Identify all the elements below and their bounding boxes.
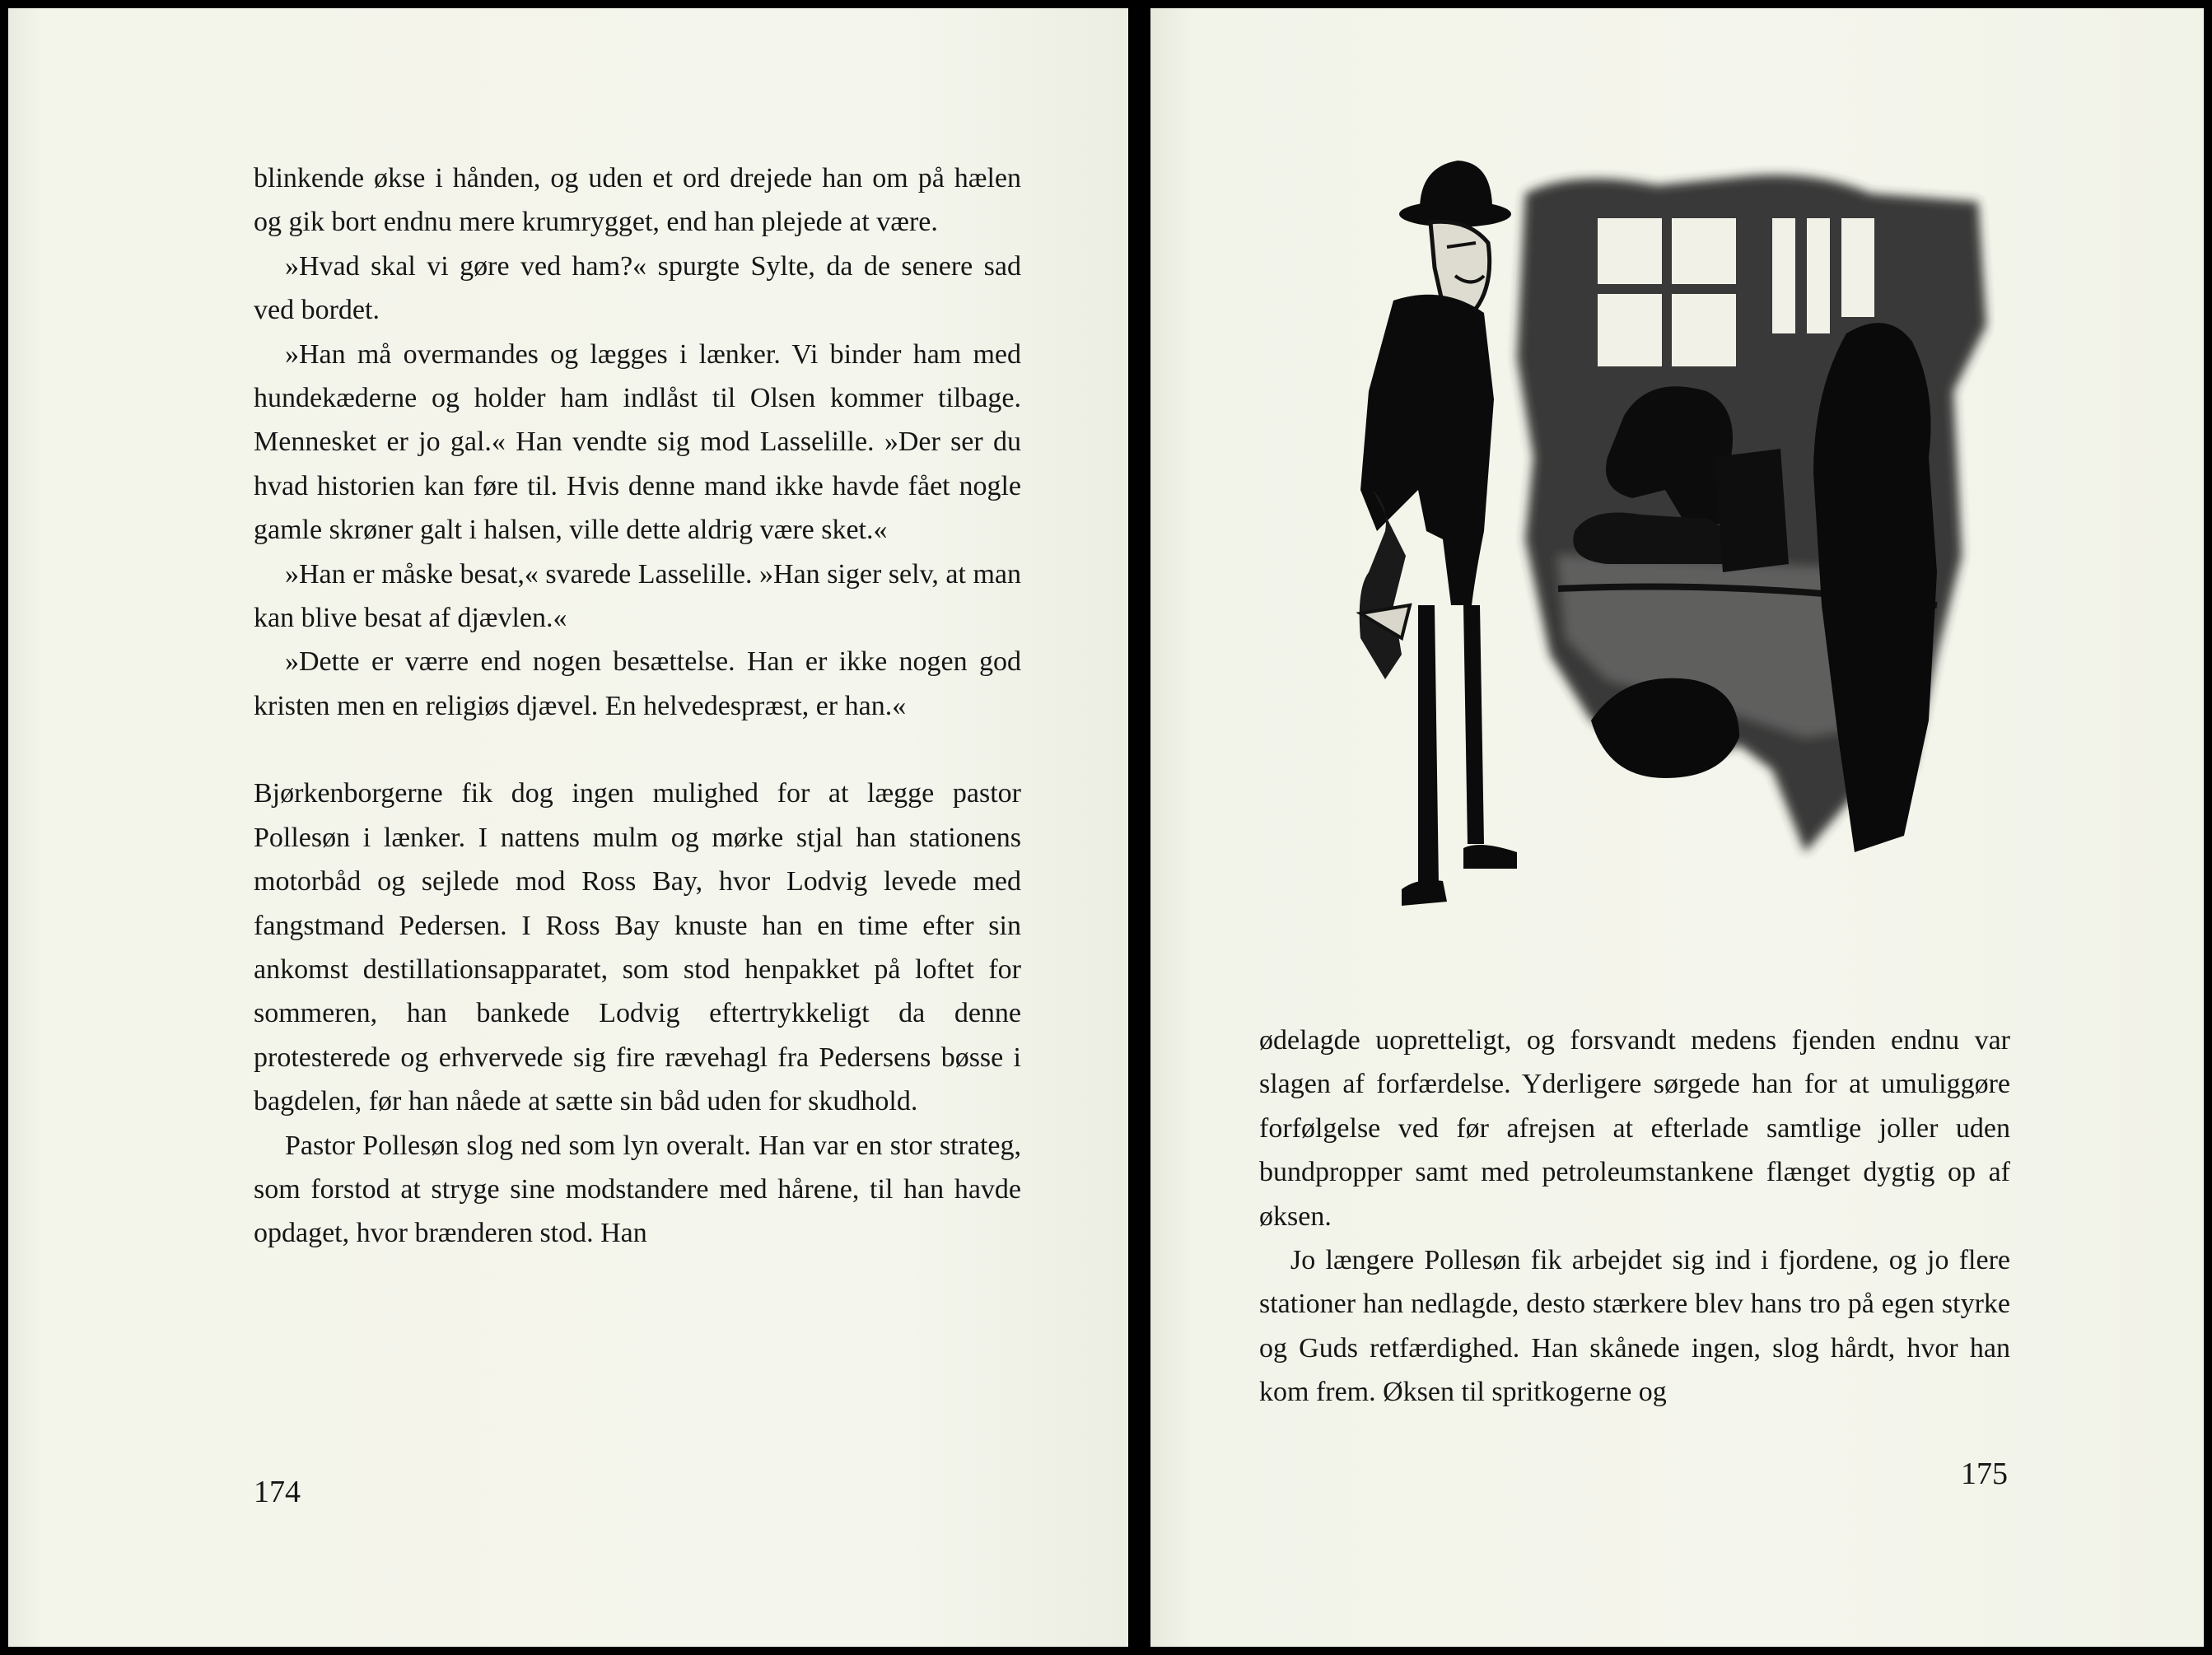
page-number: 174 — [254, 1475, 301, 1509]
ink-illustration-icon — [1278, 144, 1995, 976]
right-page — [1150, 8, 2204, 1647]
man-with-axe — [1360, 161, 1517, 906]
paragraph: Jo længere Pollesøn fik arbejdet sig ind i fjordene, og jo flere stationer han nedlagde, desto stærkere blev hans tro på egen styrke og Guds retfærdighed. Han skånede ingen, slog hårdt, hvor han kom frem. Øksen til spritkogerne og — [1259, 1245, 2010, 1408]
paragraph: Bjørkenborgerne fik dog ingen mulighed for at lægge pastor Pollesøn i lænker. I nattens mulm og mørke stjal han stationens motorbåd og sejlede mod Ross Bay, hvor Lodvig levede med fangstmand Pedersen. I Ross Bay knuste han en time efter sin ankomst destillationsapparatet, som stod henpakket på loftet for sommeren, han bankede Lodvig eftertrykkeligt da denne protesterede og erhvervede sig fire rævehagl fra Pedersens bøsse i bagdelen, før han nåede at sætte sin båd uden for skudhold. — [254, 778, 1021, 1117]
paragraph: »Dette er værre end nogen besættelse. Han er ikke nogen god kristen men en religiøs djævel. En helvedespræst, er han.« — [254, 646, 1021, 721]
paragraph: Pastor Pollesøn slog ned som lyn overalt. Han var en stor strateg, som forstod at stryge sine modstandere med hårene, til han havde opdaget, hvor brænderen stod. Han — [254, 1130, 1021, 1249]
paragraph: »Hvad skal vi gøre ved ham?« spurgte Sylte, da de senere sad ved bordet. — [254, 250, 1021, 326]
paragraph: »Han må overmandes og lægges i lænker. Vi binder ham med hundekæderne og holder ham indlåst til Olsen kommer tilbage. Mennesket er jo gal.« Han vendte sig mod Lasselille. »Der ser du hvad historien kan føre til. Hvis denne mand ikke havde fået nogle gamle skrøner galt i halsen, ville dette aldrig være sket.« — [254, 338, 1021, 546]
paragraph: blinkende økse i hånden, og uden et ord drejede han om på hælen og gik bort endnu mere krumrygget, end han plejede at være. — [254, 163, 1021, 238]
paragraph: »Han er måske besat,« svarede Lasselille. »Han siger selv, at man kan blive besat af djævlen.« — [254, 558, 1021, 634]
page-number: 175 — [1961, 1457, 2008, 1491]
left-page-text — [254, 156, 1021, 1256]
right-page-text — [1259, 1019, 2010, 1415]
left-page — [8, 8, 1128, 1647]
paragraph: ødelagde uopretteligt, og forsvandt medens fjenden endnu var slagen af forfærdelse. Yderligere sørgede han for at umuliggøre forfølgelse ved før afrejsen at efterlade samtlige joller uden bundpropper samt med petroleumstankene flænget dygtig op af øksen. — [1259, 1025, 2010, 1232]
